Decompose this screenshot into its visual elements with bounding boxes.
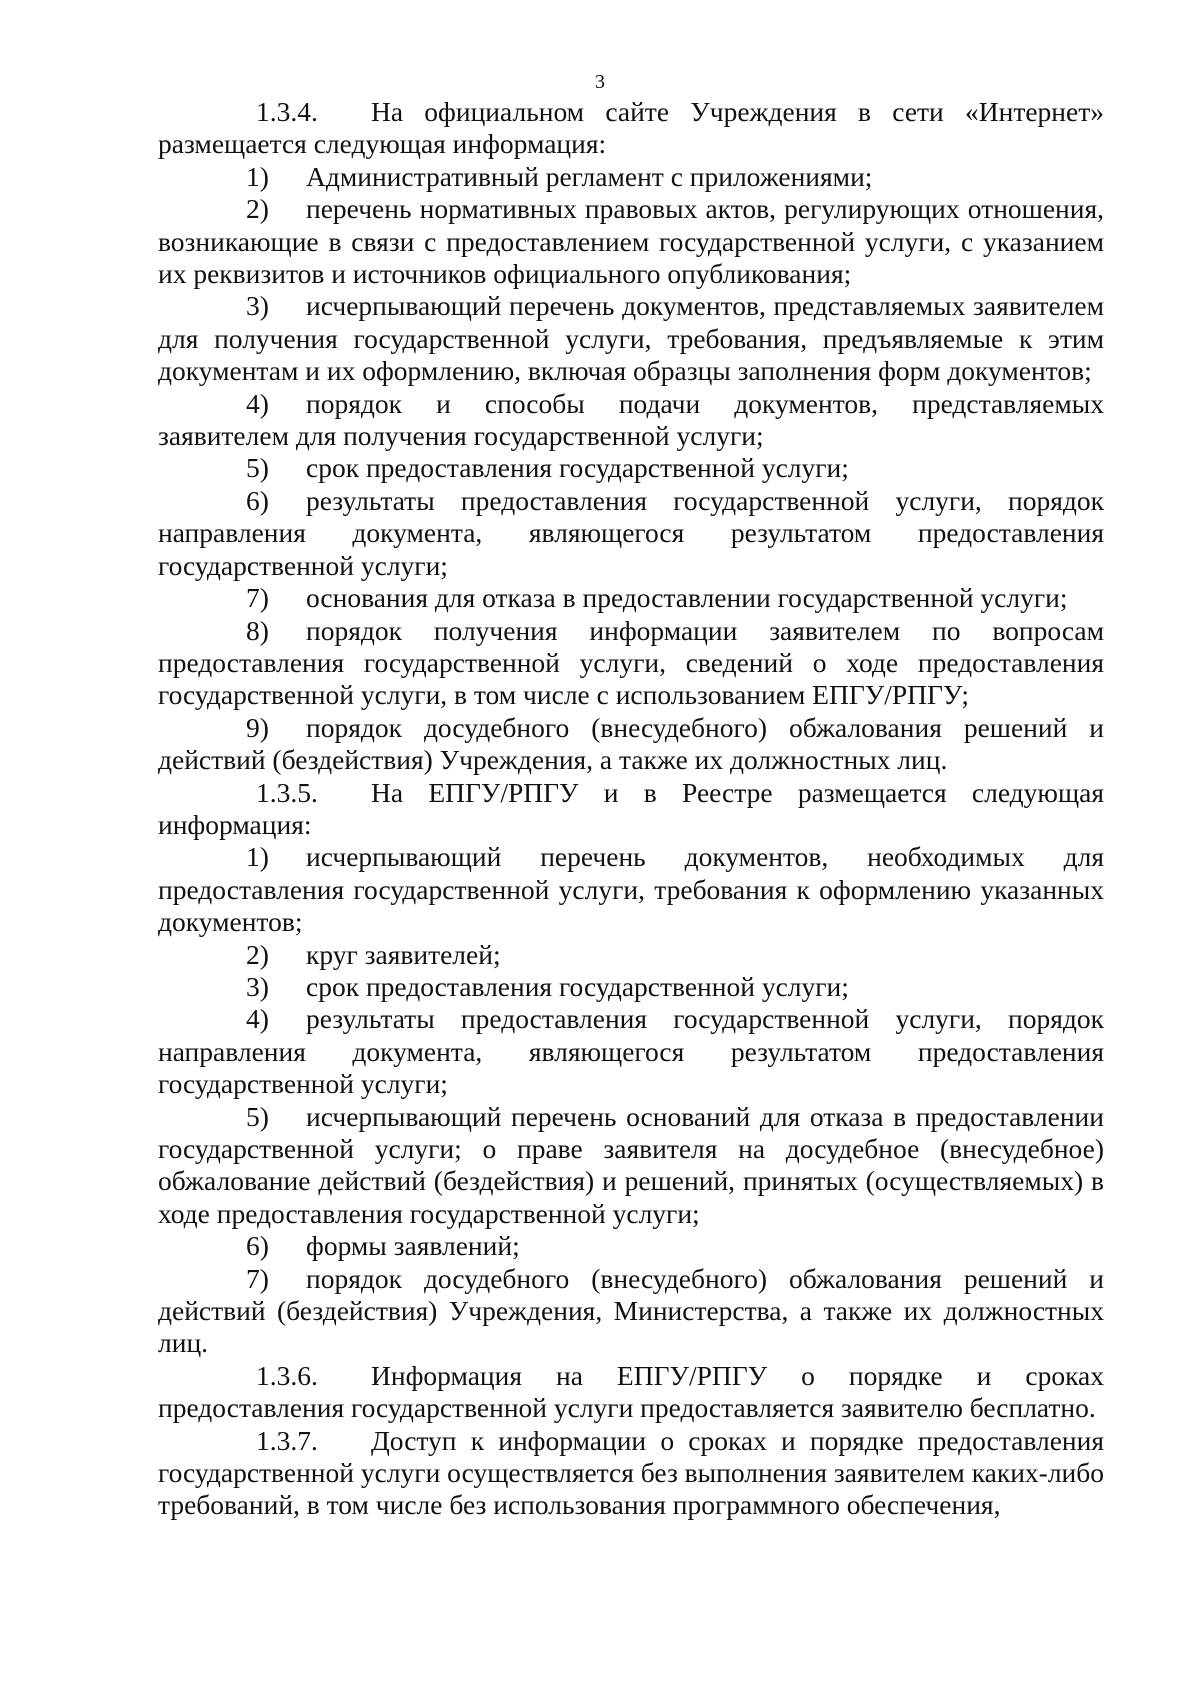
section-paragraph: [158, 96, 1104, 161]
list-item: [158, 485, 1104, 582]
list-item: [158, 452, 1104, 484]
list-item: [158, 712, 1104, 777]
section-text: Доступ к информации о сроках и порядке предоставления государственной услуги осуществляется без выполнения заявителем каких-либо требований, в том числе без использования программного обеспечения,: [158, 1424, 1105, 1521]
list-item-text: результаты предоставления государственной услуги, порядок направления документа, являющегося результатом предоставления государственной услуги;: [158, 484, 1104, 581]
section-text: На ЕПГУ/РПГУ и в Реестре размещается следующая информация:: [158, 776, 1104, 840]
list-item-number: 3): [246, 970, 269, 1002]
list-item: [158, 1263, 1104, 1360]
list-item-text: порядок досудебного (внесудебного) обжалования решений и действий (бездействия) Учреждения, Министерства, а также их должностных лиц.: [158, 1262, 1104, 1359]
list-item-number: 4): [246, 1003, 269, 1035]
list-item-number: 7): [246, 1262, 269, 1294]
list-item-text: формы заявлений;: [306, 1230, 520, 1262]
section-number: 1.3.5.: [256, 776, 318, 808]
list-item-number: 1): [246, 841, 269, 873]
list-item-text: результаты предоставления государственной услуги, порядок направления документа, являющегося результатом предоставления государственной услуги;: [158, 1003, 1104, 1100]
section-paragraph: [158, 777, 1104, 842]
list-item-number: 2): [246, 193, 269, 225]
list-item: [158, 388, 1104, 453]
list-item-text: порядок получения информации заявителем по вопросам предоставления государственной услуги, сведений о ходе предоставления государственной услуги, в том числе с использованием ЕПГУ/РПГУ;: [158, 614, 1104, 711]
list-item-text: срок предоставления государственной услуги;: [306, 452, 849, 484]
list-item-number: 2): [246, 938, 269, 970]
list-item-text: исчерпывающий перечень оснований для отказа в предоставлении государственной услуги; о праве заявителя на досудебное (внесудебное) обжалование действий (бездействия) и решений, принятых (осуществляемых) в ходе предоставления государственной услуги;: [158, 1100, 1104, 1229]
section-number: 1.3.7.: [256, 1424, 318, 1456]
list-item-text: круг заявителей;: [306, 938, 501, 970]
list-item: [158, 582, 1104, 614]
list-item-number: 5): [246, 1100, 269, 1132]
list-item-number: 1): [246, 160, 269, 192]
section-number: 1.3.4.: [256, 96, 318, 127]
list-item: [158, 193, 1104, 290]
list-item: [158, 1101, 1104, 1231]
section-paragraph: [158, 1425, 1104, 1522]
section-number: 1.3.6.: [256, 1359, 318, 1391]
list-item: [158, 615, 1104, 712]
list-item-number: 4): [246, 387, 269, 419]
list-item-number: 6): [246, 484, 269, 516]
list-item: [158, 841, 1104, 938]
list-item-text: порядок досудебного (внесудебного) обжалования решений и действий (бездействия) Учреждения, а также их должностных лиц.: [158, 711, 1104, 776]
section-text: Информация на ЕПГУ/РПГУ о порядке и сроках предоставления государственной услуги предоставляется заявителю бесплатно.: [158, 1359, 1104, 1424]
list-item-number: 5): [246, 452, 269, 484]
list-item-number: 9): [246, 711, 269, 743]
list-item-number: 6): [246, 1230, 269, 1262]
section-text: На официальном сайте Учреждения в сети «Интернет» размещается следующая информация:: [158, 96, 1104, 160]
list-item-number: 8): [246, 614, 269, 646]
list-item: [158, 939, 1104, 971]
list-item-text: основания для отказа в предоставлении государственной услуги;: [306, 582, 1068, 614]
list-item: [158, 161, 1104, 193]
list-item-text: исчерпывающий перечень документов, необходимых для предоставления государственной услуги, требования к оформлению указанных документов;: [158, 841, 1104, 938]
list-item-text: порядок и способы подачи документов, представляемых заявителем для получения государственной услуги;: [158, 387, 1104, 452]
list-item-text: исчерпывающий перечень документов, представляемых заявителем для получения государственной услуги, требования, предъявляемые к этим документам и их оформлению, включая образцы заполнения форм документов;: [158, 290, 1104, 387]
list-item-number: 3): [246, 290, 269, 322]
list-item: [158, 290, 1104, 387]
list-item-text: Административный регламент с приложениями;: [306, 160, 873, 192]
list-item: [158, 1003, 1104, 1100]
list-item-number: 7): [246, 582, 269, 614]
section-paragraph: [158, 1360, 1104, 1425]
list-item-text: перечень нормативных правовых актов, регулирующих отношения, возникающие в связи с предоставлением государственной услуги, с указанием их реквизитов и источников официального опубликования;: [158, 193, 1104, 290]
list-item-text: срок предоставления государственной услуги;: [306, 970, 849, 1002]
list-item: [158, 971, 1104, 1003]
document-body: [158, 96, 1104, 1522]
list-item: [158, 1230, 1104, 1262]
page-number: 3: [595, 71, 605, 93]
